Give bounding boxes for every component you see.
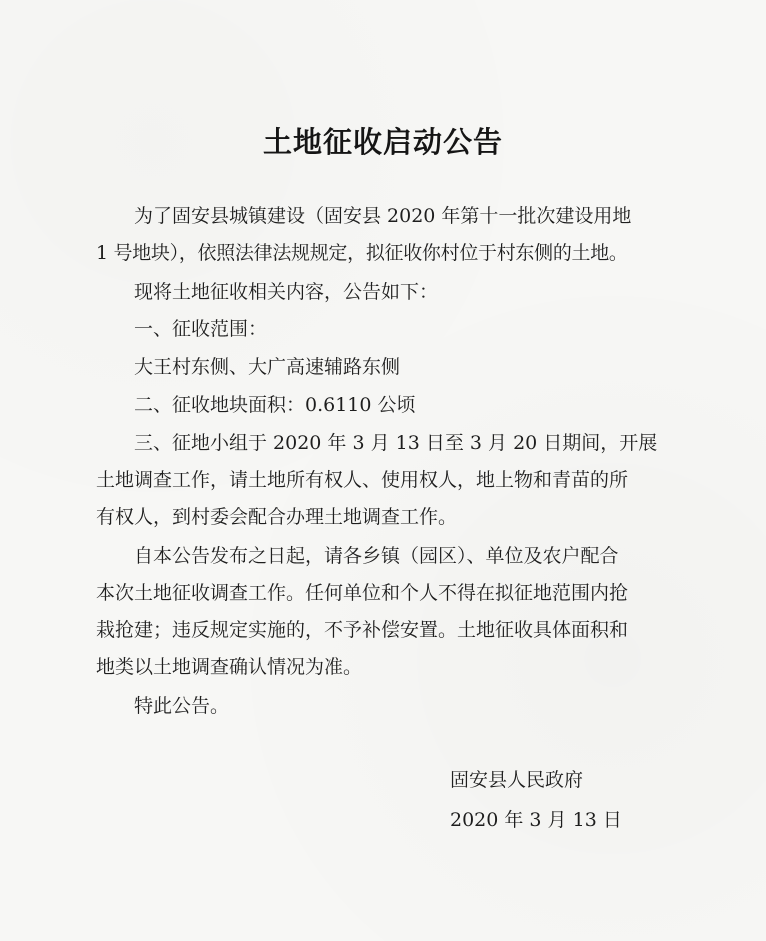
text-line: 自本公告发布之日起，请各乡镇（园区）、单位及农户配合 bbox=[134, 545, 619, 567]
text-line: 现将土地征收相关内容，公告如下： bbox=[134, 281, 439, 303]
text-line: 1 号地块），依照法律法规规定，拟征收你村位于村东侧的土地。 bbox=[96, 242, 628, 264]
text-line: 特此公告。 bbox=[134, 695, 230, 717]
text-line: 二、征收地块面积：0.6110 公顷 bbox=[134, 394, 416, 416]
paragraph-intro bbox=[96, 274, 696, 311]
closing-statement bbox=[96, 688, 696, 725]
section-area bbox=[96, 387, 696, 424]
text-line: 土地调查工作，请土地所有权人、使用权人，地上物和青苗的所 bbox=[96, 469, 629, 491]
text-line: 一、征收范围： bbox=[134, 318, 268, 340]
text-line: 三、征地小组于 2020 年 3 月 13 日至 3 月 20 日期间，开展 bbox=[134, 432, 658, 454]
issuer-name: 固安县人民政府 bbox=[450, 769, 584, 791]
text-line: 栽抢建；违反规定实施的，不予补偿安置。土地征收具体面积和 bbox=[96, 619, 629, 641]
section-survey bbox=[96, 425, 696, 536]
text-line: 地类以土地调查确认情况为准。 bbox=[96, 656, 363, 678]
paragraph-cooperation bbox=[96, 538, 696, 686]
text-line: 有权人，到村委会配合办理土地调查工作。 bbox=[96, 506, 458, 528]
issue-date: 2020 年 3 月 13 日 bbox=[450, 809, 622, 831]
text-line: 为了固安县城镇建设（固安县 2020 年第十一批次建设用地 bbox=[134, 205, 632, 227]
section-scope-content bbox=[96, 349, 696, 386]
notice-title: 土地征收启动公告 bbox=[262, 125, 503, 159]
text-line: 大王村东侧、大广高速辅路东侧 bbox=[134, 356, 401, 378]
text-line: 本次土地征收调查工作。任何单位和个人不得在拟征地范围内抢 bbox=[96, 582, 629, 604]
paragraph-purpose bbox=[96, 198, 696, 272]
section-scope-heading bbox=[96, 311, 696, 348]
